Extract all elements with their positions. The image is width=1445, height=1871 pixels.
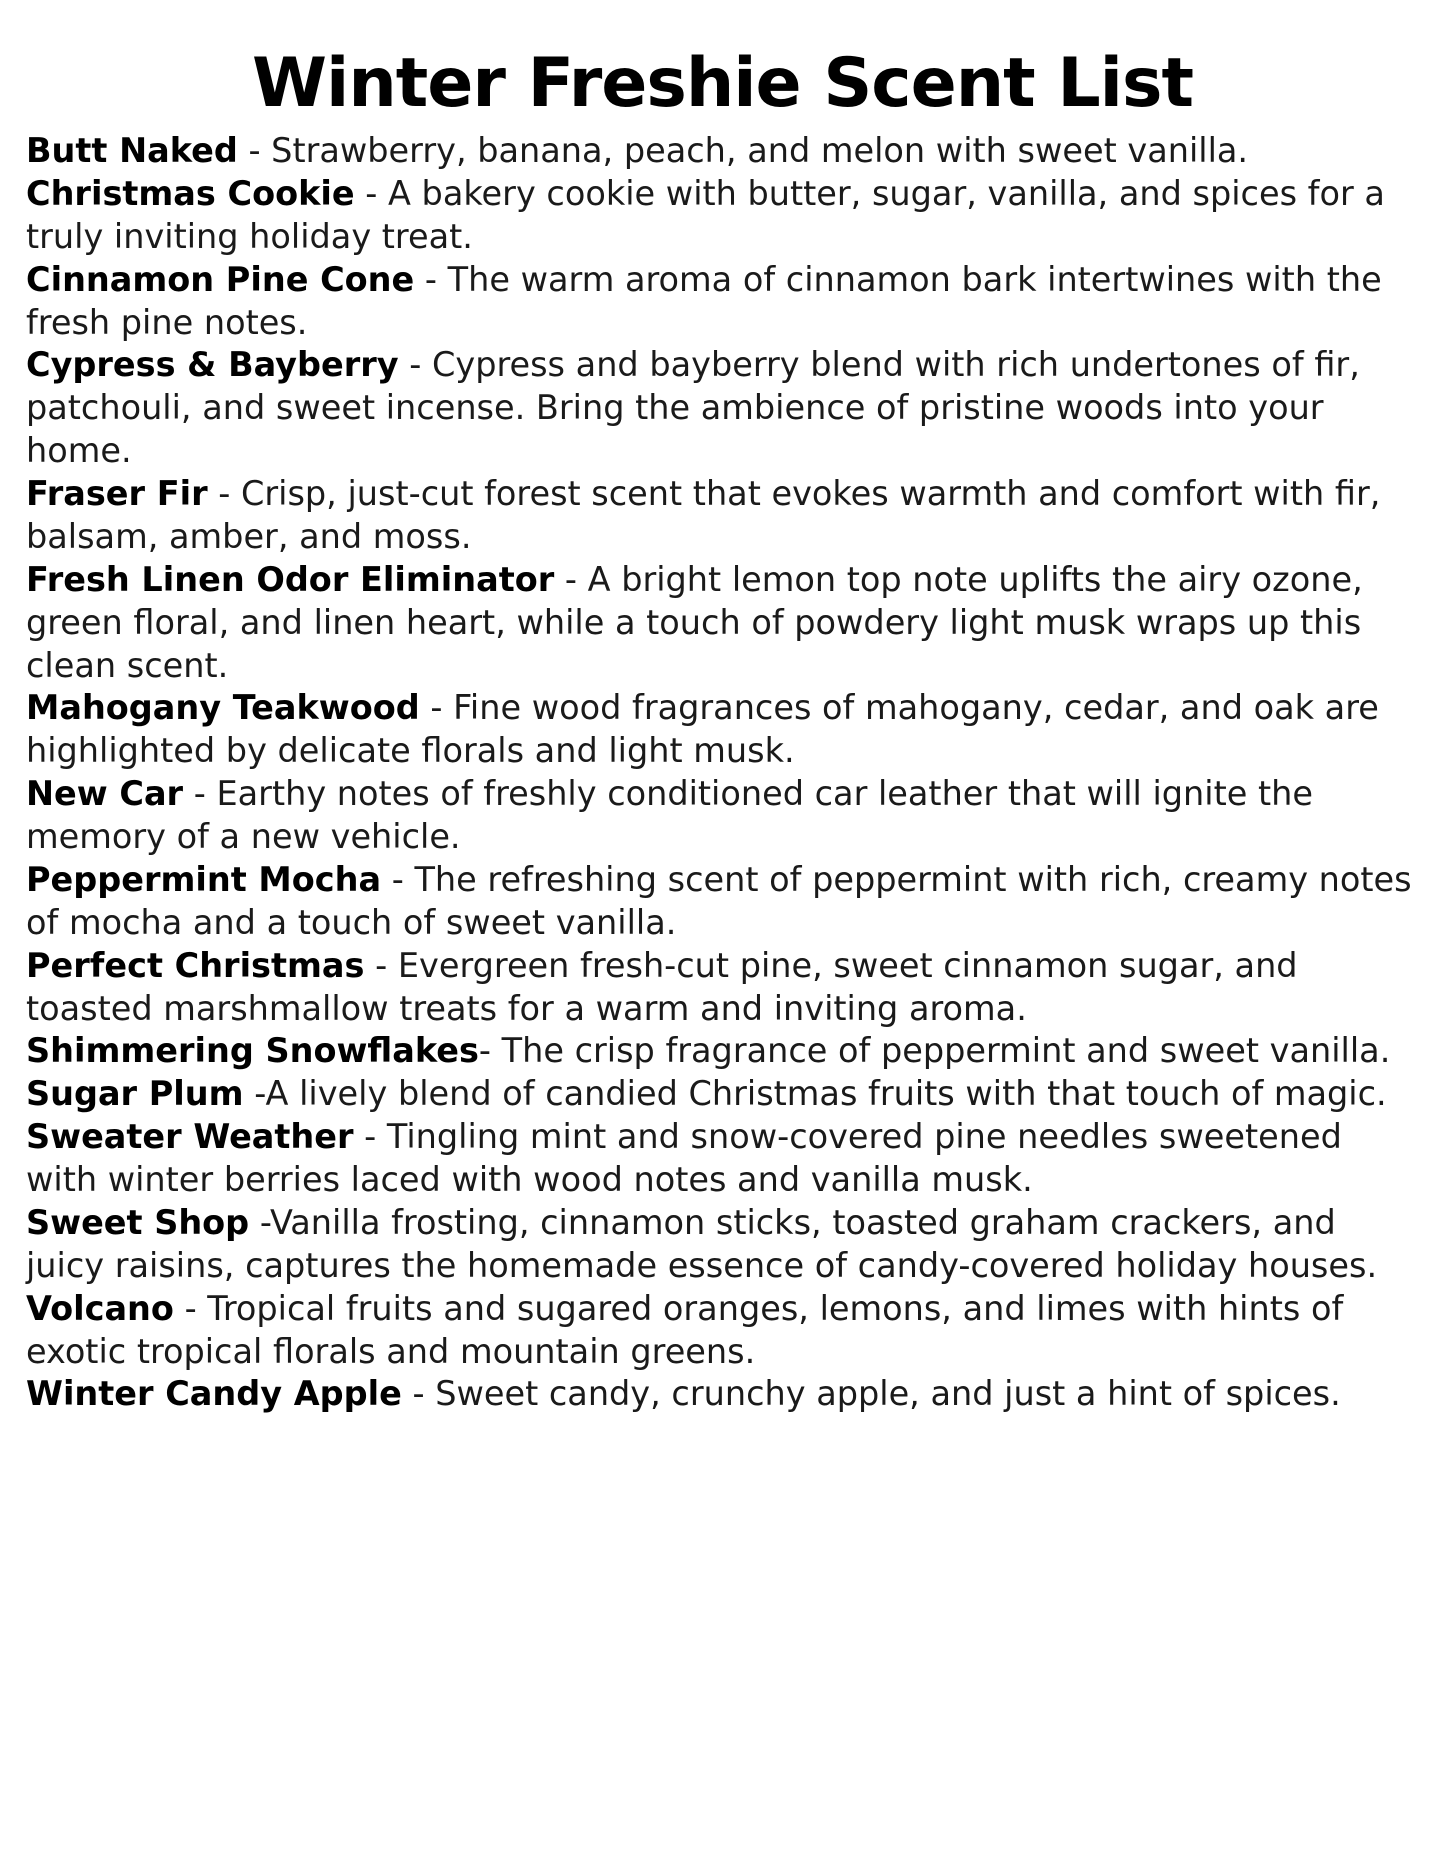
scent-name: New Car (26, 774, 184, 814)
scent-description: - Tropical fruits and sugared oranges, lemons, and limes with hints of exotic tropical florals and mountain greens. (26, 1288, 1344, 1371)
list-item (26, 1073, 1419, 1116)
scent-description: - The warm aroma of cinnamon bark intertwines with the fresh pine notes. (26, 259, 1382, 342)
scent-name: Fraser Fir (26, 474, 208, 514)
scent-name: Volcano (26, 1288, 174, 1328)
scent-description: -A lively blend of candied Christmas fruits with that touch of magic. (243, 1074, 1387, 1114)
scent-description: - Strawberry, banana, peach, and melon with sweet vanilla. (237, 131, 1249, 171)
scent-description: - A bakery cookie with butter, sugar, vanilla, and spices for a truly inviting holiday treat. (26, 173, 1385, 256)
scent-name: Butt Naked (26, 131, 238, 171)
list-item (26, 1288, 1419, 1374)
scent-description: - Sweet candy, crunchy apple, and just a hint of spices. (401, 1374, 1341, 1414)
scent-description: - Crisp, just-cut forest scent that evokes warmth and comfort with fir, balsam, amber, and moss. (26, 474, 1381, 556)
scent-description: -Vanilla frosting, cinnamon sticks, toasted graham crackers, and juicy raisins, captures the homemade essence of candy-covered holiday houses. (26, 1202, 1378, 1285)
scent-name: Fresh Linen Odor Eliminator (26, 559, 555, 599)
scent-list (26, 130, 1419, 1416)
scent-description: - Earthy notes of freshly conditioned car leather that will ignite the memory of a new vehicle. (26, 774, 1313, 857)
scent-description: - The refreshing scent of peppermint with rich, creamy notes of mocha and a touch of sweet vanilla. (26, 859, 1412, 942)
scent-name: Cypress & Bayberry (26, 345, 399, 385)
scent-name: Mahogany Teakwood (26, 688, 420, 728)
list-item (26, 473, 1419, 559)
scent-name: Sweet Shop (26, 1202, 250, 1242)
list-item (26, 1030, 1419, 1073)
scent-name: Perfect Christmas (26, 945, 365, 985)
scent-name: Shimmering Snowflakes (26, 1031, 479, 1071)
list-item (26, 559, 1419, 688)
list-item (26, 130, 1419, 173)
scent-name: Cinnamon Pine Cone (26, 259, 415, 299)
list-item (26, 687, 1419, 773)
list-item (26, 173, 1419, 259)
scent-name: Sweater Weather (26, 1117, 354, 1157)
scent-name: Peppermint Mocha (26, 859, 382, 899)
list-item (26, 1116, 1419, 1202)
scent-description: - A bright lemon top note uplifts the airy ozone, green floral, and linen heart, while a touch of powdery light musk wraps up this clean scent. (26, 559, 1363, 685)
scent-description: - Evergreen fresh-cut pine, sweet cinnamon sugar, and toasted marshmallow treats for a warm and inviting aroma. (26, 945, 1298, 1028)
list-item (26, 773, 1419, 859)
scent-name: Winter Candy Apple (26, 1374, 402, 1414)
scent-description: - Fine wood fragrances of mahogany, cedar, and oak are highlighted by delicate florals and light musk. (26, 688, 1379, 771)
scent-description: - Tingling mint and snow-covered pine needles sweetened with winter berries laced with wood notes and vanilla musk. (26, 1117, 1342, 1200)
list-item (26, 259, 1419, 345)
scent-description: - Cypress and bayberry blend with rich undertones of fir, patchouli, and sweet incense. Bring the ambience of pristine woods into your home. (26, 345, 1360, 471)
list-item (26, 945, 1419, 1031)
scent-name: Sugar Plum (26, 1074, 244, 1114)
page-title: Winter Freshie Scent List (252, 44, 1193, 123)
list-item (26, 1202, 1419, 1288)
list-item (26, 1373, 1419, 1416)
list-item (26, 344, 1419, 473)
scent-description: - The crisp fragrance of peppermint and sweet vanilla. (478, 1031, 1391, 1071)
list-item (26, 859, 1419, 945)
scent-name: Christmas Cookie (26, 173, 355, 213)
